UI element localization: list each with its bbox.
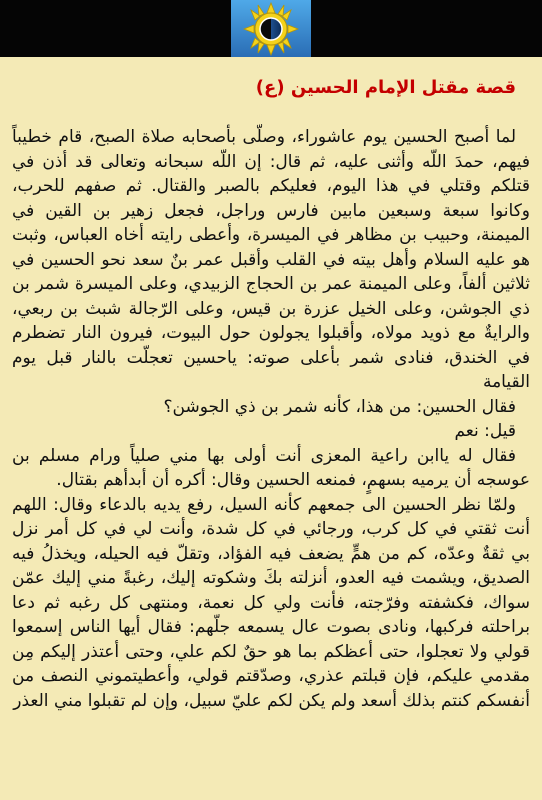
top-bar: [0, 0, 542, 57]
sun-eye-icon[interactable]: [231, 0, 311, 57]
article-title: قصة مقتل الإمام الحسين (ع): [255, 77, 516, 98]
article-paragraph: ولمّا نظر الحسين الى جمعهم كأنه السيل، رفع يديه بالدعاء وقال: اللهم أنت ثقتي في كل كرب، ورجائي في كل شدة، وأنت لي في كل أمر نزل بي ثقةٌ وعدّه، كم من همٍّ يضعف فيه الفؤاد، وتقلّ فيه الحيله، ويخذلُ فيه الصديق، ويشمت فيه العدو، أنزلته بكَ وشكوته إليك، رغبةً مني إليك عمّن سواك، فكشفته وفرّجته، فأنت ولي كل نعمة، ومنتهى كل رغبه ثم دعا براحلته فركبها، ونادى بصوت عال يسمعه جلّهم: فقال أيها الناس إسمعوا قولي ولا تعجلوا، حتى أعظكم بما هو حقٌ لكم علي، وحتى أعتذر إليكم مِن مقدمي عليكم، فإن قبلتم عذري، وصدّقتم قولي، وأعطيتموني النصف من أنفسكم كنتم بذلك أسعد ولم يكن لكم عليّ سبيل، وإن لم تقبلوا مني العذر: [12, 494, 530, 711]
article: [0, 57, 542, 713]
article-paragraph: قيل: نعم: [454, 421, 516, 441]
article-paragraph: لما أصبح الحسين يوم عاشوراء، وصلّى بأصحابه صلاة الصبح، قام خطيباً فيهم، حمدَ اللّه وأثنى عليه، ثم قال: إن اللّه سبحانه وتعالى قد أذن في قتلكم وقتلي في هذا اليوم، فعليكم بالصبر والقتال. ثم صفهم للحرب، وكانوا سبعة وسبعين مابين فارس وراجل، فجعل زهير بن القين في الميمنة، وحبيب بن مظاهر في الميسرة، وأعطى رايته أخاه العباس، وثبت هو عليه السلام وأهل بيته في القلب وأقبل عمر بنٌ سعد نحو الحسين في ثلاثين ألفاً، وعلى الميمنة عمر بن الحجاج الزبيدي، وعلى الميسرة شمر بن ذي الجوشن، وعلى الخيل عزرة بن قيس، وعلى الرّجالة شبث بن ربعي، والرايةٌ مع ذويد مولاه، وأقبلوا يجولون حول البيوت، فيرون النار تضطرم في الخندق، فنادى شمر بأعلى صوته: ياحسين تعجلّت بالنار قبل يوم القيامة: [12, 127, 530, 392]
article-paragraph: فقال له ياابن راعية المعزى أنت أولى بها مني صلياً ورام مسلم بن عوسجه أن يرميه بسهمٍ، فمنعه الحسين وقال: أكره أن أبدأهم بقتال.: [12, 445, 530, 490]
article-paragraph: فقال الحسين: من هذا، كأنه شمر بن ذي الجوشن؟: [163, 396, 516, 417]
